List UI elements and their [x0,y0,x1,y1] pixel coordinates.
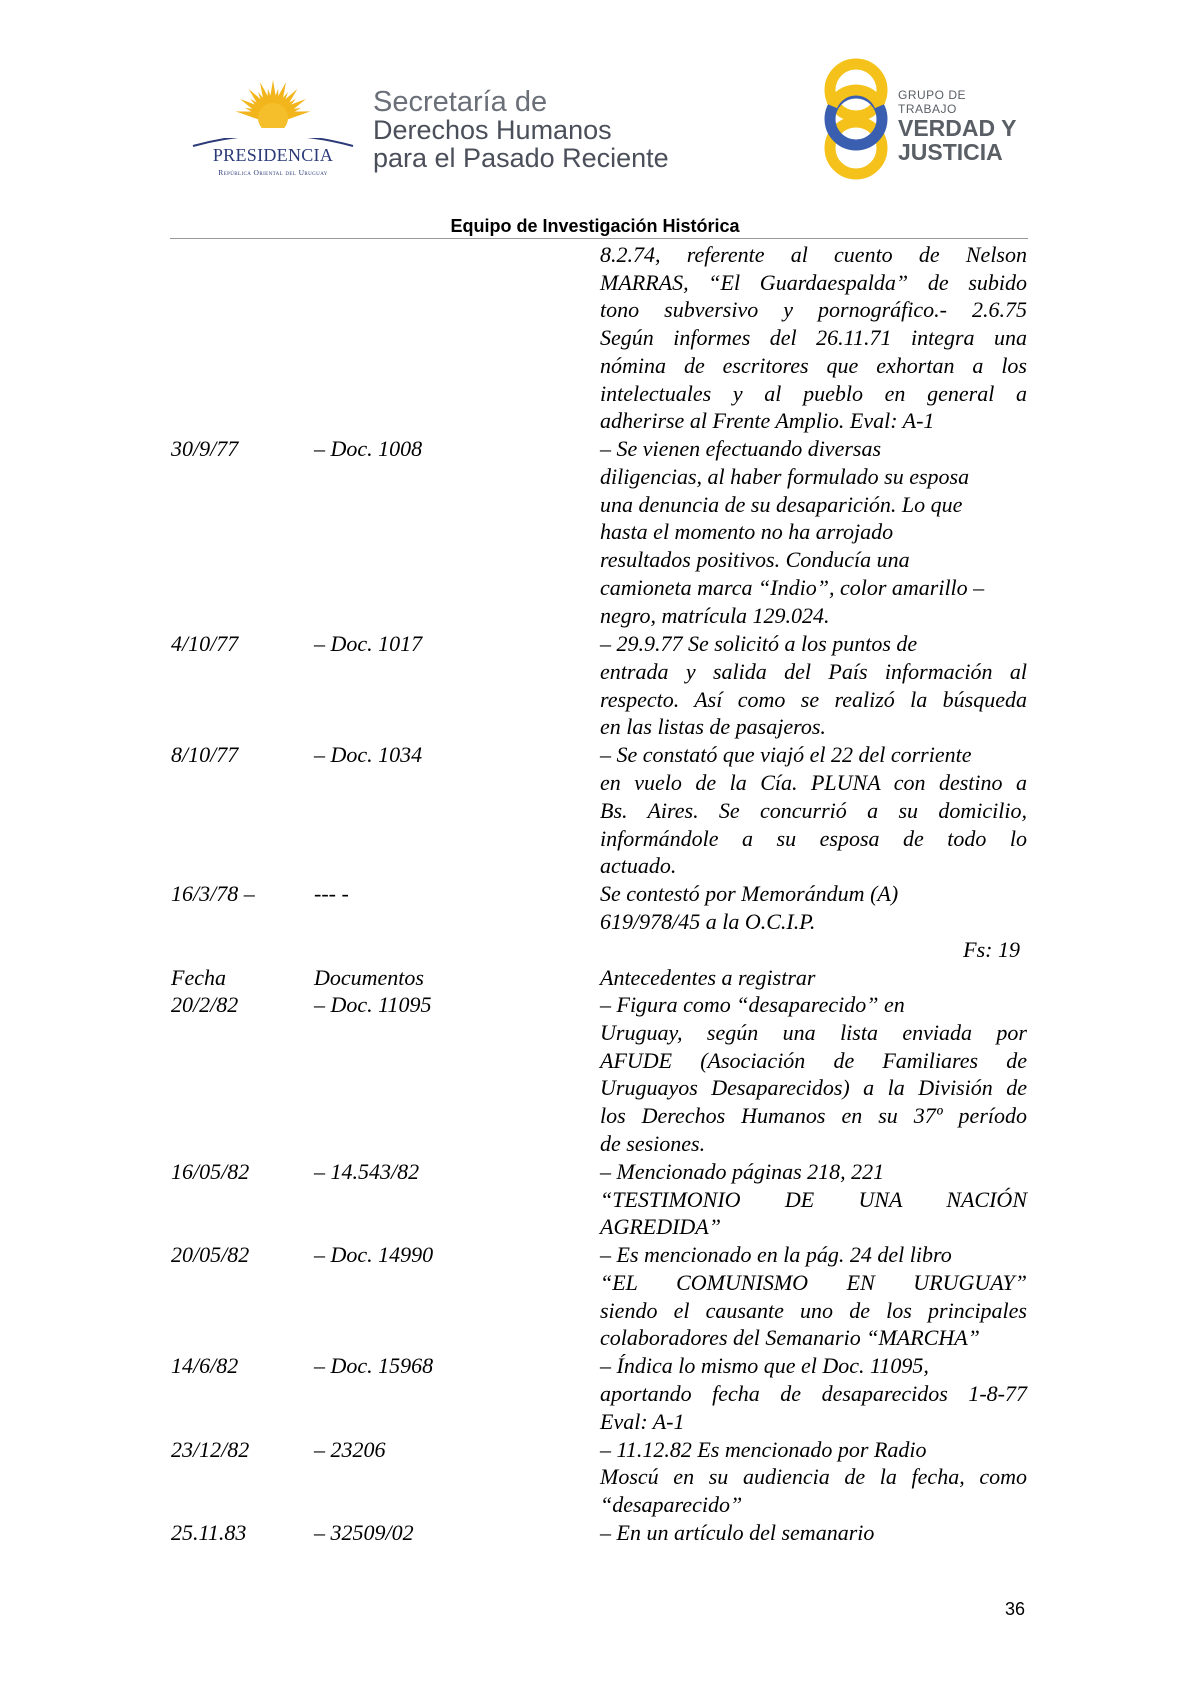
text-line: AGREDIDA” [600,1214,721,1239]
text-line: MARRAS, “El Guardaespalda” de subido [600,270,1027,295]
text-line: Uruguayos Desaparecidos) a la División de [600,1075,1027,1100]
entry-document: --- - [314,881,349,906]
entry-document: – 32509/02 [314,1520,414,1545]
gtvj-line-3: JUSTICIA [898,139,1003,165]
text-line: – Se vienen efectuando diversas [600,436,882,461]
text-line: intelectuales y al pueblo en general a [600,381,1027,406]
text-line: una denuncia de su desaparición. Lo que [600,492,963,517]
text-line: – Es mencionado en la pág. 24 del libro [600,1242,952,1267]
entry-document: – Doc. 14990 [314,1242,434,1267]
entry-date: 20/2/82 [171,992,239,1017]
text-line: adherirse al Frente Amplio. Eval: A-1 [600,408,935,433]
column-header-documentos: Documentos [314,965,424,990]
text-line: respecto. Así como se realizó la búsqueda [600,687,1027,712]
page-number: 36 [1005,1599,1026,1619]
text-line: – 11.12.82 Es mencionado por Radio [600,1437,927,1462]
entry-date: 25.11.83 [171,1520,247,1545]
text-line: Uruguay, según una lista enviada por [600,1020,1027,1045]
team-title: Equipo de Investigación Histórica [450,216,740,236]
entry-date: 14/6/82 [171,1353,239,1378]
text-line: – Se constató que viajó el 22 del corriente [600,742,972,767]
entry-date: 8/10/77 [171,742,239,767]
text-line: “desaparecido” [600,1492,743,1517]
entry-date: 16/05/82 [171,1159,250,1184]
text-line: “EL COMUNISMO EN URUGUAY” [600,1270,1027,1295]
column-header-antecedentes: Antecedentes a registrar [600,965,816,990]
column-header-fecha: Fecha [171,965,226,990]
text-line: tono subversivo y pornográfico.- 2.6.75 [600,297,1027,322]
text-line: – 29.9.77 Se solicitó a los puntos de [600,631,918,656]
entry-document: – 14.543/82 [314,1159,420,1184]
text-line: actuado. [600,853,677,878]
entry-document: – Doc. 15968 [314,1353,434,1378]
entry-date: 16/3/78 – [171,881,255,906]
text-line: resultados positivos. Conducía una [600,547,910,572]
text-line: diligencias, al haber formulado su esposa [600,464,970,489]
text-line: en las listas de pasajeros. [600,714,826,739]
text-line: “TESTIMONIO DE UNA NACIÓN [600,1187,1027,1212]
text-line: Según informes del 26.11.71 integra una [600,325,1027,350]
presidencia-subtitle: República Oriental del Uruguay [218,168,328,177]
text-line: en vuelo de la Cía. PLUNA con destino a [600,770,1027,795]
text-line: Se contestó por Memorándum (A) [600,881,899,906]
entry-date: 30/9/77 [171,436,239,461]
entry-document: – Doc. 1017 [314,631,423,656]
secretaria-line-1: Secretaría de [373,86,548,118]
text-line: aportando fecha de desaparecidos 1-8-77 [600,1381,1027,1406]
text-line: – Mencionado páginas 218, 221 [600,1159,885,1184]
text-line: hasta el momento no ha arrojado [600,519,894,544]
gtvj-line-2: VERDAD Y [898,115,1017,141]
text-line: colaboradores del Semanario “MARCHA” [600,1325,980,1350]
text-line: Eval: A-1 [600,1409,685,1434]
text-line: de sesiones. [600,1131,706,1156]
text-line: Bs. Aires. Se concurrió a su domicilio, [600,798,1027,823]
gtvj-line-1: GRUPO DE TRABAJO [898,88,967,116]
text-line: Moscú en su audiencia de la fecha, como [600,1464,1027,1489]
text-line: informándole a su esposa de todo lo [600,826,1027,851]
entry-document: – Doc. 1034 [314,742,423,767]
entry-date: 20/05/82 [171,1242,250,1267]
presidencia-name: PRESIDENCIA [212,145,334,165]
text-line: 8.2.74, referente al cuento de Nelson [600,242,1027,267]
text-line: – En un artículo del semanario [600,1520,875,1545]
text-line: – Índica lo mismo que el Doc. 11095, [600,1353,929,1378]
text-line: entrada y salida del País información al [600,659,1027,684]
text-line: nómina de escritores que exhortan a los [600,353,1027,378]
folio-number: Fs: 19 [963,937,1020,962]
text-line: siendo el causante uno de los principales [600,1298,1027,1323]
text-line: negro, matrícula 129.024. [600,603,830,628]
secretaria-line-2: Derechos Humanos [373,115,612,145]
entry-document: – Doc. 1008 [314,436,423,461]
secretaria-line-3: para el Pasado Reciente [373,143,669,173]
text-line: los Derechos Humanos en su 37º período [600,1103,1027,1128]
entry-document: – Doc. 11095 [314,992,432,1017]
text-line: AFUDE (Asociación de Familiares de [600,1048,1027,1073]
text-line: 619/978/45 a la O.C.I.P. [600,909,816,934]
entry-date: 23/12/82 [171,1437,250,1462]
entry-date: 4/10/77 [171,631,239,656]
text-line: camioneta marca “Indio”, color amarillo – [600,575,985,600]
text-line: – Figura como “desaparecido” en [600,992,905,1017]
entry-document: – 23206 [314,1437,386,1462]
